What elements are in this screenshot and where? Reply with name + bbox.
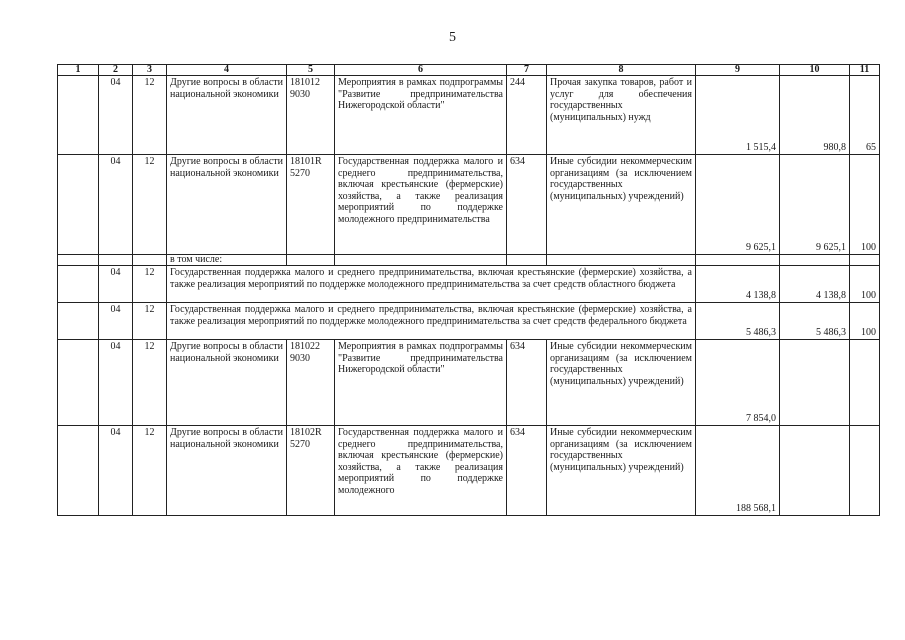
- cell-subsection: 12: [133, 155, 167, 255]
- cell-planned: 5 486,3: [696, 303, 780, 340]
- col-header-2: 2: [99, 65, 133, 76]
- cell-target-code: 18101R 5270: [287, 155, 335, 255]
- cell-target-code: 181022 9030: [287, 340, 335, 426]
- cell-section: 04: [99, 303, 133, 340]
- cell-index: [58, 426, 99, 516]
- table-row: [58, 340, 880, 426]
- cell-section: 04: [99, 340, 133, 426]
- cell-section-name: Другие вопросы в области национальной экономики: [167, 76, 287, 155]
- budget-table: [57, 64, 880, 516]
- cell-planned: 188 568,1: [696, 426, 780, 516]
- cell-actual: 5 486,3: [780, 303, 850, 340]
- cell-activity: Мероприятия в рамках подпрограммы "Развитие предпринимательства Нижегородской области": [335, 76, 507, 155]
- cell-target-code: 181012 9030: [287, 76, 335, 155]
- col-header-10: 10: [780, 65, 850, 76]
- cell-subsection: 12: [133, 266, 167, 303]
- subheading-label: в том числе:: [167, 255, 287, 266]
- cell-actual: 980,8: [780, 76, 850, 155]
- cell-expense-type: 634: [507, 340, 547, 426]
- cell-section: 04: [99, 266, 133, 303]
- cell-activity: Государственная поддержка малого и среднего предпринимательства, включая крестьянские (фермерские) хозяйства, а также реализация мероприятий по поддержке молодежного: [335, 426, 507, 516]
- cell-planned: 9 625,1: [696, 155, 780, 255]
- col-header-9: 9: [696, 65, 780, 76]
- cell-index: [58, 76, 99, 155]
- col-header-3: 3: [133, 65, 167, 76]
- cell-expense-name: Иные субсидии некоммерческим организациям (за исключением государственных (муниципальных) учреждений): [547, 426, 696, 516]
- cell-section: 04: [99, 426, 133, 516]
- table-row: [58, 155, 880, 255]
- cell-actual: [780, 426, 850, 516]
- cell-section-name: Другие вопросы в области национальной экономики: [167, 155, 287, 255]
- page-number: 5: [449, 30, 456, 45]
- cell-subsection: 12: [133, 426, 167, 516]
- cell-actual: [780, 340, 850, 426]
- col-header-7: 7: [507, 65, 547, 76]
- cell-expense-type: 634: [507, 426, 547, 516]
- header-row: [58, 65, 880, 76]
- cell-percent: [850, 426, 880, 516]
- cell-subsection: 12: [133, 303, 167, 340]
- cell-merged-description: Государственная поддержка малого и среднего предпринимательства, включая крестьянские (фермерские) хозяйства, а также реализация мероприятий по поддержке молодежного предпринимательства за счет средств областного бюджета: [167, 266, 696, 303]
- cell-section-name: Другие вопросы в области национальной экономики: [167, 340, 287, 426]
- cell-percent: 65: [850, 76, 880, 155]
- cell-percent: [850, 340, 880, 426]
- table-row-merged: [58, 303, 880, 340]
- cell-activity: Государственная поддержка малого и среднего предпринимательства, включая крестьянские (фермерские) хозяйства, а также реализация мероприятий по поддержке молодежного предпринимательства: [335, 155, 507, 255]
- cell-actual: 9 625,1: [780, 155, 850, 255]
- col-header-5: 5: [287, 65, 335, 76]
- cell-percent: 100: [850, 266, 880, 303]
- cell-target-code: 18102R 5270: [287, 426, 335, 516]
- cell-subsection: 12: [133, 340, 167, 426]
- cell-percent: 100: [850, 155, 880, 255]
- table-row: [58, 426, 880, 516]
- cell-percent: 100: [850, 303, 880, 340]
- cell-section: 04: [99, 76, 133, 155]
- subheading-row: [58, 255, 880, 266]
- col-header-6: 6: [335, 65, 507, 76]
- cell-expense-name: Иные субсидии некоммерческим организациям (за исключением государственных (муниципальных) учреждений): [547, 155, 696, 255]
- cell-actual: 4 138,8: [780, 266, 850, 303]
- cell-section: 04: [99, 155, 133, 255]
- cell-planned: 1 515,4: [696, 76, 780, 155]
- col-header-11: 11: [850, 65, 880, 76]
- table-row: [58, 76, 880, 155]
- cell-index: [58, 340, 99, 426]
- cell-merged-description: Государственная поддержка малого и среднего предпринимательства, включая крестьянские (фермерские) хозяйства, а также реализация мероприятий по поддержке молодежного предпринимательства за счет средств федерального бюджета: [167, 303, 696, 340]
- cell-activity: Мероприятия в рамках подпрограммы "Развитие предпринимательства Нижегородской области": [335, 340, 507, 426]
- cell-expense-type: 244: [507, 76, 547, 155]
- table-row-merged: [58, 266, 880, 303]
- cell-expense-name: Иные субсидии некоммерческим организациям (за исключением государственных (муниципальных) учреждений): [547, 340, 696, 426]
- cell-expense-type: 634: [507, 155, 547, 255]
- col-header-1: 1: [58, 65, 99, 76]
- cell-subsection: 12: [133, 76, 167, 155]
- col-header-8: 8: [547, 65, 696, 76]
- cell-expense-name: Прочая закупка товаров, работ и услуг для обеспечения государственных (муниципальных) нужд: [547, 76, 696, 155]
- cell-planned: 7 854,0: [696, 340, 780, 426]
- cell-index: [58, 155, 99, 255]
- cell-planned: 4 138,8: [696, 266, 780, 303]
- cell-section-name: Другие вопросы в области национальной экономики: [167, 426, 287, 516]
- col-header-4: 4: [167, 65, 287, 76]
